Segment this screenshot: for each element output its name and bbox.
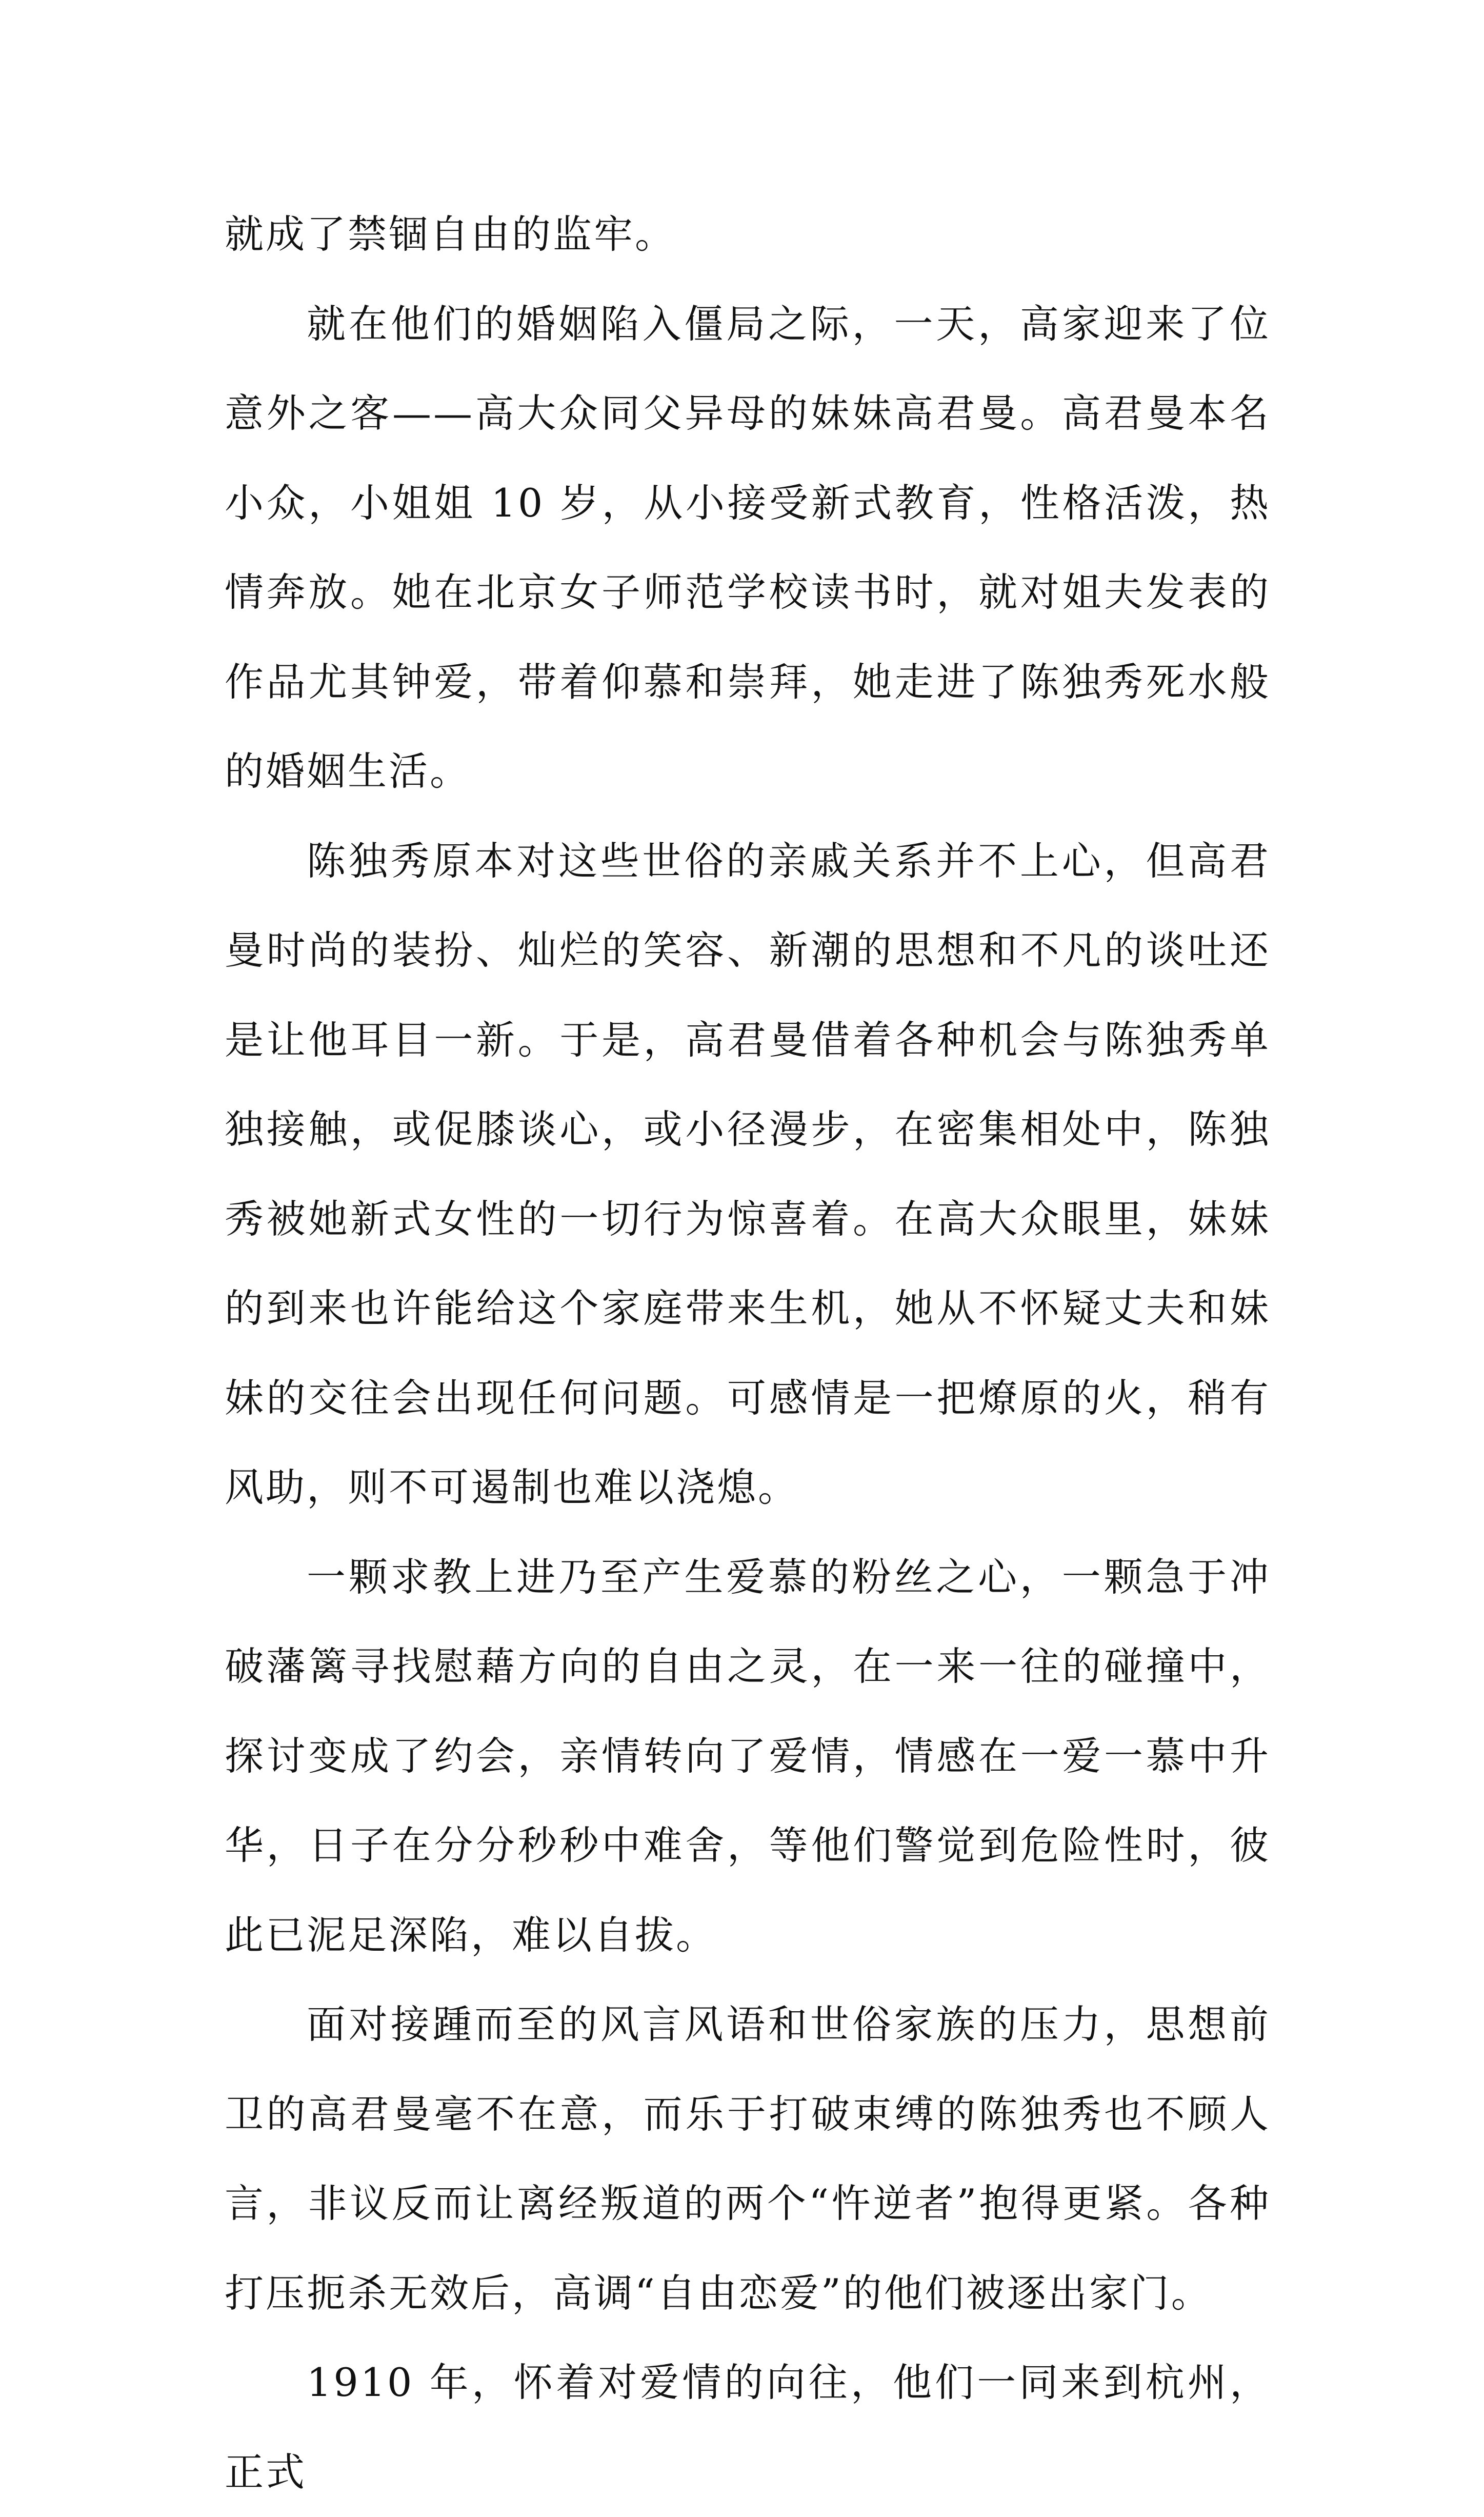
paragraph: 1910 年，怀着对爱情的向往，他们一同来到杭州，正式 (225, 2360, 1271, 2495)
paragraph: 一颗求教上进乃至产生爱慕的粉丝之心，一颗急于冲破藩篱寻找慰藉方向的自由之灵，在一来一往的碰撞中，探讨变成了约会，亲情转向了爱情，情感在一爱一慕中升华，日子在分分秒秒中难舍，等他们警觉到危险性时，彼此已泥足深陷，难以自拔。 (225, 1554, 1271, 1958)
document-body (225, 190, 1271, 2517)
paragraph: 面对接踵而至的风言风语和世俗家族的压力，思想前卫的高君曼毫不在意，而乐于打破束缚的陈独秀也不顾人言，非议反而让离经叛道的两个“忤逆者”抱得更紧。各种打压扼杀无效后，高调“自由恋爱”的他们被逐出家门。 (225, 2001, 1271, 2316)
paragraph: 就在他们的婚姻陷入僵局之际，一天，高家迎来了位意外之客——高大众同父异母的妹妹高君曼。高君曼本名小众，小姐姐 10 岁，从小接受新式教育，性格活泼，热情奔放。她在北京女子师范学校读书时，就对姐夫发表的作品尤其钟爱，带着仰慕和崇拜，她走进了陈独秀死水般的婚姻生活。 (225, 301, 1271, 794)
paragraph: 陈独秀原本对这些世俗的亲戚关系并不上心，但高君曼时尚的装扮、灿烂的笑容、新潮的思想和不凡的谈吐还是让他耳目一新。于是，高君曼借着各种机会与陈独秀单独接触，或促膝谈心，或小径漫步，在密集相处中，陈独秀被她新式女性的一切行为惊喜着。在高大众眼里，妹妹的到来也许能给这个家庭带来生机，她从不怀疑丈夫和妹妹的交往会出现任何问题。可感情是一把燎原的火，稍有风助，则不可遏制也难以浇熄。 (225, 838, 1271, 1510)
paragraph-continued: 就成了禁锢自由的监牢。 (225, 211, 676, 257)
